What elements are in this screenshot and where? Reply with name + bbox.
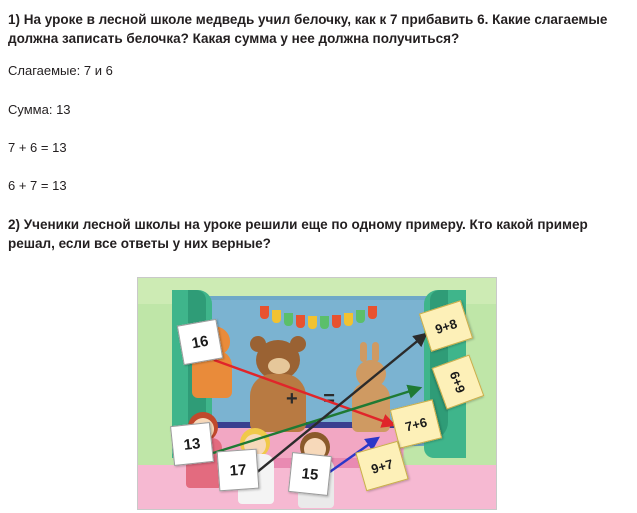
answer-line-3: 7 + 6 = 13 xyxy=(8,139,67,155)
question-2: 2) Ученики лесной школы на уроке решили еще по одному примеру. Кто какой пример решал, если все ответы у них верные? xyxy=(8,217,588,252)
card-9-plus-8: 9+8 xyxy=(419,300,473,352)
card-9-plus-7: 9+7 xyxy=(355,441,408,492)
card-16: 16 xyxy=(177,319,223,365)
card-15: 15 xyxy=(288,452,332,496)
answer-line-1: Слагаемые: 7 и 6 xyxy=(8,63,113,79)
card-7-plus-6: 7+6 xyxy=(390,399,442,448)
answer-line-2: Сумма: 13 xyxy=(8,101,71,117)
card-6-plus-9: 6+9 xyxy=(432,354,485,409)
arrow-16-to-7plus6 xyxy=(214,360,394,425)
answer-line-4: 6 + 7 = 13 xyxy=(8,177,67,193)
question-1: 1) На уроке в лесной школе медведь учил белочку, как к 7 прибавить 6. Какие слагаемые должна записать белочка? Какая сумма у нее должна получиться? xyxy=(8,12,608,47)
classroom-scene xyxy=(137,277,497,510)
board-equation: + = xyxy=(286,388,345,410)
card-13: 13 xyxy=(170,422,214,466)
illustration-figure xyxy=(137,277,497,510)
card-17: 17 xyxy=(217,449,260,492)
